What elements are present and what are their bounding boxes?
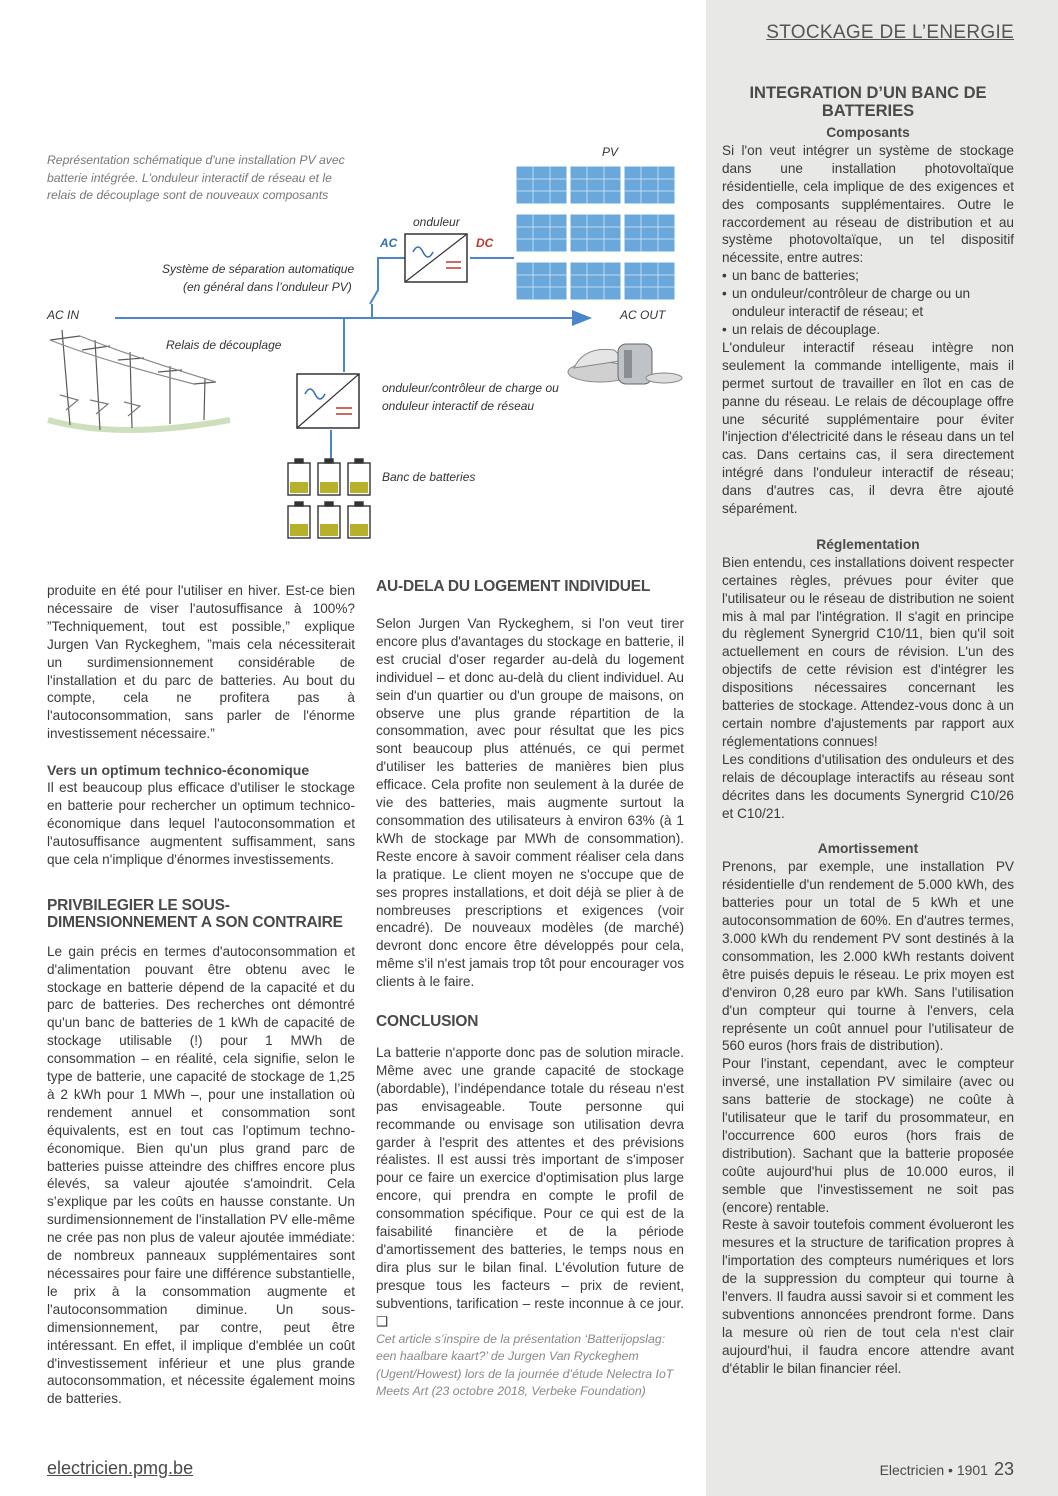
label-onduleur: onduleur <box>413 215 460 229</box>
sidebar-box <box>722 84 1014 1378</box>
paragraph: Pour l'instant, cependant, avec le compteur inversé, une installation PV similaire (avec ou sans batterie de stockage) ne coûte à l'utilisateur que le tarif du prosommateur, en l'occurrence 600 euros (hors frais de distribution). Sachant que la batterie proposée coûte aujourd'hui plus de 10.000 euros, il semble que l'investissement ne soit pas (encore) rentable. <box>722 1056 1014 1215</box>
paragraph: Selon Jurgen Van Ryckeghem, si l'on veut tirer encore plus d'avantages du stockage en batterie, il est crucial d'oser regarder au-delà du logement individuel – et donc au-delà du client individuel. Au sein d'un quartier ou d'un groupe de maisons, on observe une plus grande répartition de la consommation, avec pour résultat que les pics sont beaucoup plus atténués, ce qui permet d'utiliser les batteries de manières bien plus efficace. Cela profite non seulement à la durée de vie des batteries, mais augmente surtout la consommation des utilisateurs à environ 63% (à 1 kWh de stockage par MWh de consommation). Reste encore à savoir comment réaliser cela dans la pratique. Le client moyen ne s'occupe que de ses propres installations, et doit déjà se plier à de nombreuses prescriptions et exigences (voir encadré). De nouveaux modèles (de marché) devront donc encore être développés pour cela, même s'il n'est jamais trop tôt pour encourager vos clients à le faire. <box>376 616 684 990</box>
paragraph: Si l'on veut intégrer un système de stockage dans une installation photovoltaïque résidentielle, cela implique de des exigences et des composants supplémentaires. Outre le raccordement au réseau de distribution et au système photovoltaïque, un tel dispositif nécessite, entre autres: <box>722 142 1014 266</box>
label-ac-out: AC OUT <box>620 308 666 322</box>
paragraph: Il est beaucoup plus efficace d'utiliser le stockage en batterie pour rechercher un optimum technico-économique dans lequel l'autoconsommation et l'autosuffisance augmentent suffisamment, sans que cela n'implique d'énormes investissements. <box>47 780 355 867</box>
paragraph: Le gain précis en termes d'autoconsommation et d'alimentation pouvant être obtenu avec le stockage en batterie dépend de la capacité et du parc de batteries. Des recherches ont démontré qu'un banc de batteries de 1 kWh de capacité de stockage utilisable (!) pour 1 MWh de consommation – en réalité, cela signifie, selon le type de batterie, une capacité de stockage de 1,25 à 2 kWh pour 1 MWh –, pour une installation où rendement annuel et consommation sont équivalents, est en tout cas l'optimum techno-économique. Bien qu'un plus grand parc de batteries puisse atteindre des chiffres encore plus élevés, sa valeur ajoutée s'amoindrit. Cela s’explique par les coûts en hausse constante. Un surdimensionnement de l'installation PV elle-même ne crée pas non plus de valeur ajoutée immédiate: de nombreux panneaux supplémentaires sont nécessaires pour faire une différence substantielle, le prix à la consommation augmente et l'autoconsommation diminue. Un sous-dimensionnement, par contre, peut être intéressant. En effet, il implique d'emblée un coût d'investissement inférieur et une plus grande autoconsommation, et nécessite également moins de batteries. <box>47 943 355 1407</box>
heading-amortissement: Amortissement <box>817 841 919 857</box>
paragraph: La batterie n'apporte donc pas de solution miracle. Même avec une grande capacité de stockage (abordable), l’indépendance totale du réseau n'est pas envisageable. Toute personne qui recommande ou envisage son utilisation devra garder à l'esprit des attentes et des prévisions réalistes. Il est aussi très important de s'imposer pour ce faire un exercice d'optimisation plus large encore, qui prendra en compte le profil de consommation spécifique. Pour ce qui est de la faisabilité financière et de la période d'amortissement des batteries, le temps nous en dira plus sur le bilan final. L'évolution future de presque tous les facteurs – prix de revient, subventions, tarification – reste inconnue à ce jour. ❑ <box>376 1045 684 1329</box>
list-item: • un banc de batteries; <box>722 267 1014 285</box>
label-onduleur-ctrl-1: onduleur/contrôleur de charge ou <box>382 381 559 395</box>
paragraph: Prenons, par exemple, une installation PV résidentielle d'un rendement de 5.000 kWh, des batteries pour un total de 5 kWh et une autoconsommation de 60%. En d'autres termes, 3.000 kWh du rendement PV sont destinés à la consommation, les 2.000 kWh restants doivent être puisés depuis le réseau. Le prix moyen est d'environ 0,28 euro par kWh. Sans l'utilisation d'un compteur qui tourne à l'envers, cela représente un coût annuel pour l'utilisateur de 560 euros (hors frais de distribution). <box>722 859 1014 1054</box>
appliances-icon <box>568 344 682 384</box>
heading-sous-dimensionnement: PRIVBILEGIER LE SOUS-DIMENSIONNEMENT A SON CONTRAIRE <box>47 896 343 931</box>
middle-column <box>376 578 684 1401</box>
label-pv: PV <box>602 145 619 159</box>
heading-au-dela: AU-DELA DU LOGEMENT INDIVIDUEL <box>376 578 651 595</box>
label-separation-2: (en général dans l’onduleur PV) <box>183 280 352 294</box>
label-dc: DC <box>476 236 494 250</box>
paragraph: Les conditions d'utilisation des onduleurs et des relais de découplage interactifs au réseau sont décrites dans les documents Synergrid C10/26 et C10/21. <box>722 751 1014 821</box>
label-banc: Banc de batteries <box>382 470 476 484</box>
label-separation-1: Système de séparation automatique <box>162 262 355 276</box>
list-item: • un onduleur/contrôleur de charge ou un onduleur interactif de réseau; et <box>722 285 1014 321</box>
paragraph: produite en été pour l'utiliser en hiver. Est-ce bien nécessaire de viser l'autosuffisance à 100%? ”Techniquement, tout est possible,” explique Jurgen Van Ryckeghem, ”mais cela nécessiterait un surdimensionnement considérable de l'installation et du parc de batteries. Au bout du compte, cela ne profitera pas à l'autoconsommation, sans parler de l'énorme investissement nécessaire.” <box>47 583 355 742</box>
label-ac: AC <box>380 236 398 250</box>
label-relais: Relais de découplage <box>166 338 282 352</box>
heading-optimum: Vers un optimum technico-économique <box>47 762 310 779</box>
heading-conclusion: CONCLUSION <box>376 1013 479 1031</box>
heading-reglementation: Réglementation <box>816 536 920 552</box>
left-column <box>47 582 355 1408</box>
charge-controller-icon <box>297 374 359 428</box>
magazine-issue: Electricien • 1901 <box>879 1462 988 1478</box>
footer-page-info <box>880 1459 1014 1480</box>
pv-panels <box>516 166 675 300</box>
figure-caption: Représentation schématique d'une installation PV avec batterie intégrée. L'onduleur interactif de réseau et le relais de découplage sont de nouveaux composants <box>47 153 345 203</box>
pv-inverter-icon <box>405 234 467 282</box>
label-ac-in: AC IN <box>47 308 80 322</box>
article-credit: Cet article s’inspire de la présentation ‘Batterijopslag: een haalbare kaart?’ de Jurgen Van Ryckeghem (Ugent/Howest) lors de la journée d’étude Nelectra IoT Meets Art (23 octobre 2018, Verbeke Foundation) <box>376 1331 674 1399</box>
components-list <box>722 267 1014 339</box>
paragraph: L'onduleur interactif réseau intègre non seulement la commande intelligente, mais il permet surtout de travailler en îlot en cas de panne du réseau. Le relais de découplage offre une sécurité supplémentaire pour éviter l'injection d'électricité dans le réseau dans un tel cas. Dans certains cas, il sera directement intégré dans l'onduleur interactif de réseau; dans d'autres cas, il devra être ajouté séparément. <box>722 339 1014 517</box>
battery-bank-icon <box>288 459 370 538</box>
page-number: 23 <box>993 1459 1014 1479</box>
sidebar-title: INTEGRATION D’UN BANC DE BATTERIES <box>749 84 987 120</box>
installation-diagram <box>0 0 706 570</box>
label-onduleur-ctrl-2: onduleur interactif de réseau <box>382 399 535 413</box>
heading-composants: Composants <box>826 125 910 140</box>
list-item: • un relais de découplage. <box>722 321 1014 339</box>
paragraph: Reste à savoir toutefois comment évolueront les mesures et la structure de tarification propres à l'importation des compteurs numériques et lors de la suppression du compteur qui tourne à l'envers. Il faudra aussi savoir si et comment les subventions annoncées prendront forme. Dans la mesure où rien de tout cela n'est clair aujourd'hui, il faudra encore attendre avant d'établir le bilan financier réel. <box>722 1217 1014 1376</box>
paragraph: Bien entendu, ces installations doivent respecter certaines règles, prévues pour éviter que l'utilisateur ou le réseau de distribution ne soient mis à mal par l'intégration. Il s'agit en principe du règlement Synergrid C10/11, bien qu'il soit actuellement en cours de révision. L'un des objectifs de cette révision est d'intégrer les dispositions nécessaires concernant les batteries de stockage. Attendez-vous donc à un certain nombre d'ajustements par rapport aux réglementations connues! <box>722 554 1014 749</box>
footer-website-link[interactable]: electricien.pmg.be <box>47 1458 194 1478</box>
section-header: STOCKAGE DE L’ENERGIE <box>766 22 1014 43</box>
